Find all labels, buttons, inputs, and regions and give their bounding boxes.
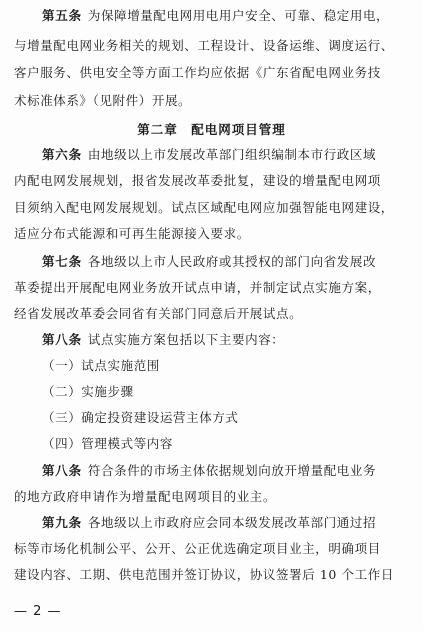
article8a-item-3: （三）确定投资建设运营主体方式 <box>42 410 239 425</box>
article8a-item-1: （一）试点实施范围 <box>42 358 160 373</box>
article7-line1 <box>42 254 376 270</box>
article7-text-2: 革委提出开展配电网业务放开试点申请，并制定试点实施方案， <box>14 280 381 295</box>
article5-text-1: 为保障增量配电网用电用户安全、可靠、稳定用电， <box>87 8 390 23</box>
article5-label: 第五条 <box>42 8 82 23</box>
article8b-text-1: 符合条件的市场主体依据规划向放开增量配电业务 <box>87 463 377 478</box>
article8a-item-4: （四）管理模式等内容 <box>42 436 174 451</box>
article7-text-3: 经省发展改革委会同省有关部门同意后开展试点。 <box>14 306 303 321</box>
article8b-label: 第八条 <box>42 463 82 478</box>
article8b-text-2: 的地方政府申请作为增量配电网项目的业主。 <box>14 489 277 504</box>
article8a-text-1: 试点实施方案包括以下主要内容： <box>87 332 285 347</box>
article9-text-2: 标等市场化机制公平、公开、公正优选确定项目业主，明确项目 <box>14 541 381 556</box>
article6-line1 <box>42 147 376 163</box>
article5-text-3: 客户服务、供电安全等方面工作均应依据《广东省配电网业务技 <box>14 65 381 80</box>
article9-text-3: 建设内容、工期、供电范围并签订协议，协议签署后 10 个工作日 <box>14 567 394 582</box>
article5-text-4: 术标准体系》（见附件）开展。 <box>14 93 192 108</box>
article9-line1 <box>42 515 376 531</box>
article6-label: 第六条 <box>42 147 82 162</box>
page-number: — 2 — <box>14 604 62 619</box>
article8a-line1 <box>42 332 284 348</box>
article6-text-2: 内配电网发展规划，报省发展改革委批复，建设的增量配电网项 <box>14 173 381 188</box>
article9-label: 第九条 <box>42 515 82 530</box>
article5-text-2: 与增量配电网业务相关的规划、工程设计、设备运维、调度运行、 <box>14 38 394 53</box>
article6-text-1: 由地级以上市发展改革部门组织编制本市行政区域 <box>87 147 377 162</box>
article5-line1 <box>42 8 389 24</box>
article7-text-1: 各地级以上市人民政府或其授权的部门向省发展改 <box>87 254 377 269</box>
article6-text-3: 目须纳入配电网发展规划。试点区域配电网应加强智能电网建设， <box>14 200 394 215</box>
article8a-label: 第八条 <box>42 332 82 347</box>
article6-text-4: 适应分布式能源和可再生能源接入要求。 <box>14 226 250 241</box>
chapter-title: 第二章 配电网项目管理 <box>137 122 286 137</box>
article7-label: 第七条 <box>42 254 82 269</box>
article9-text-1: 各地级以上市政府应会同本级发展改革部门通过招 <box>87 515 377 530</box>
article8b-line1 <box>42 463 376 479</box>
article8a-item-2: （二）实施步骤 <box>42 384 134 399</box>
